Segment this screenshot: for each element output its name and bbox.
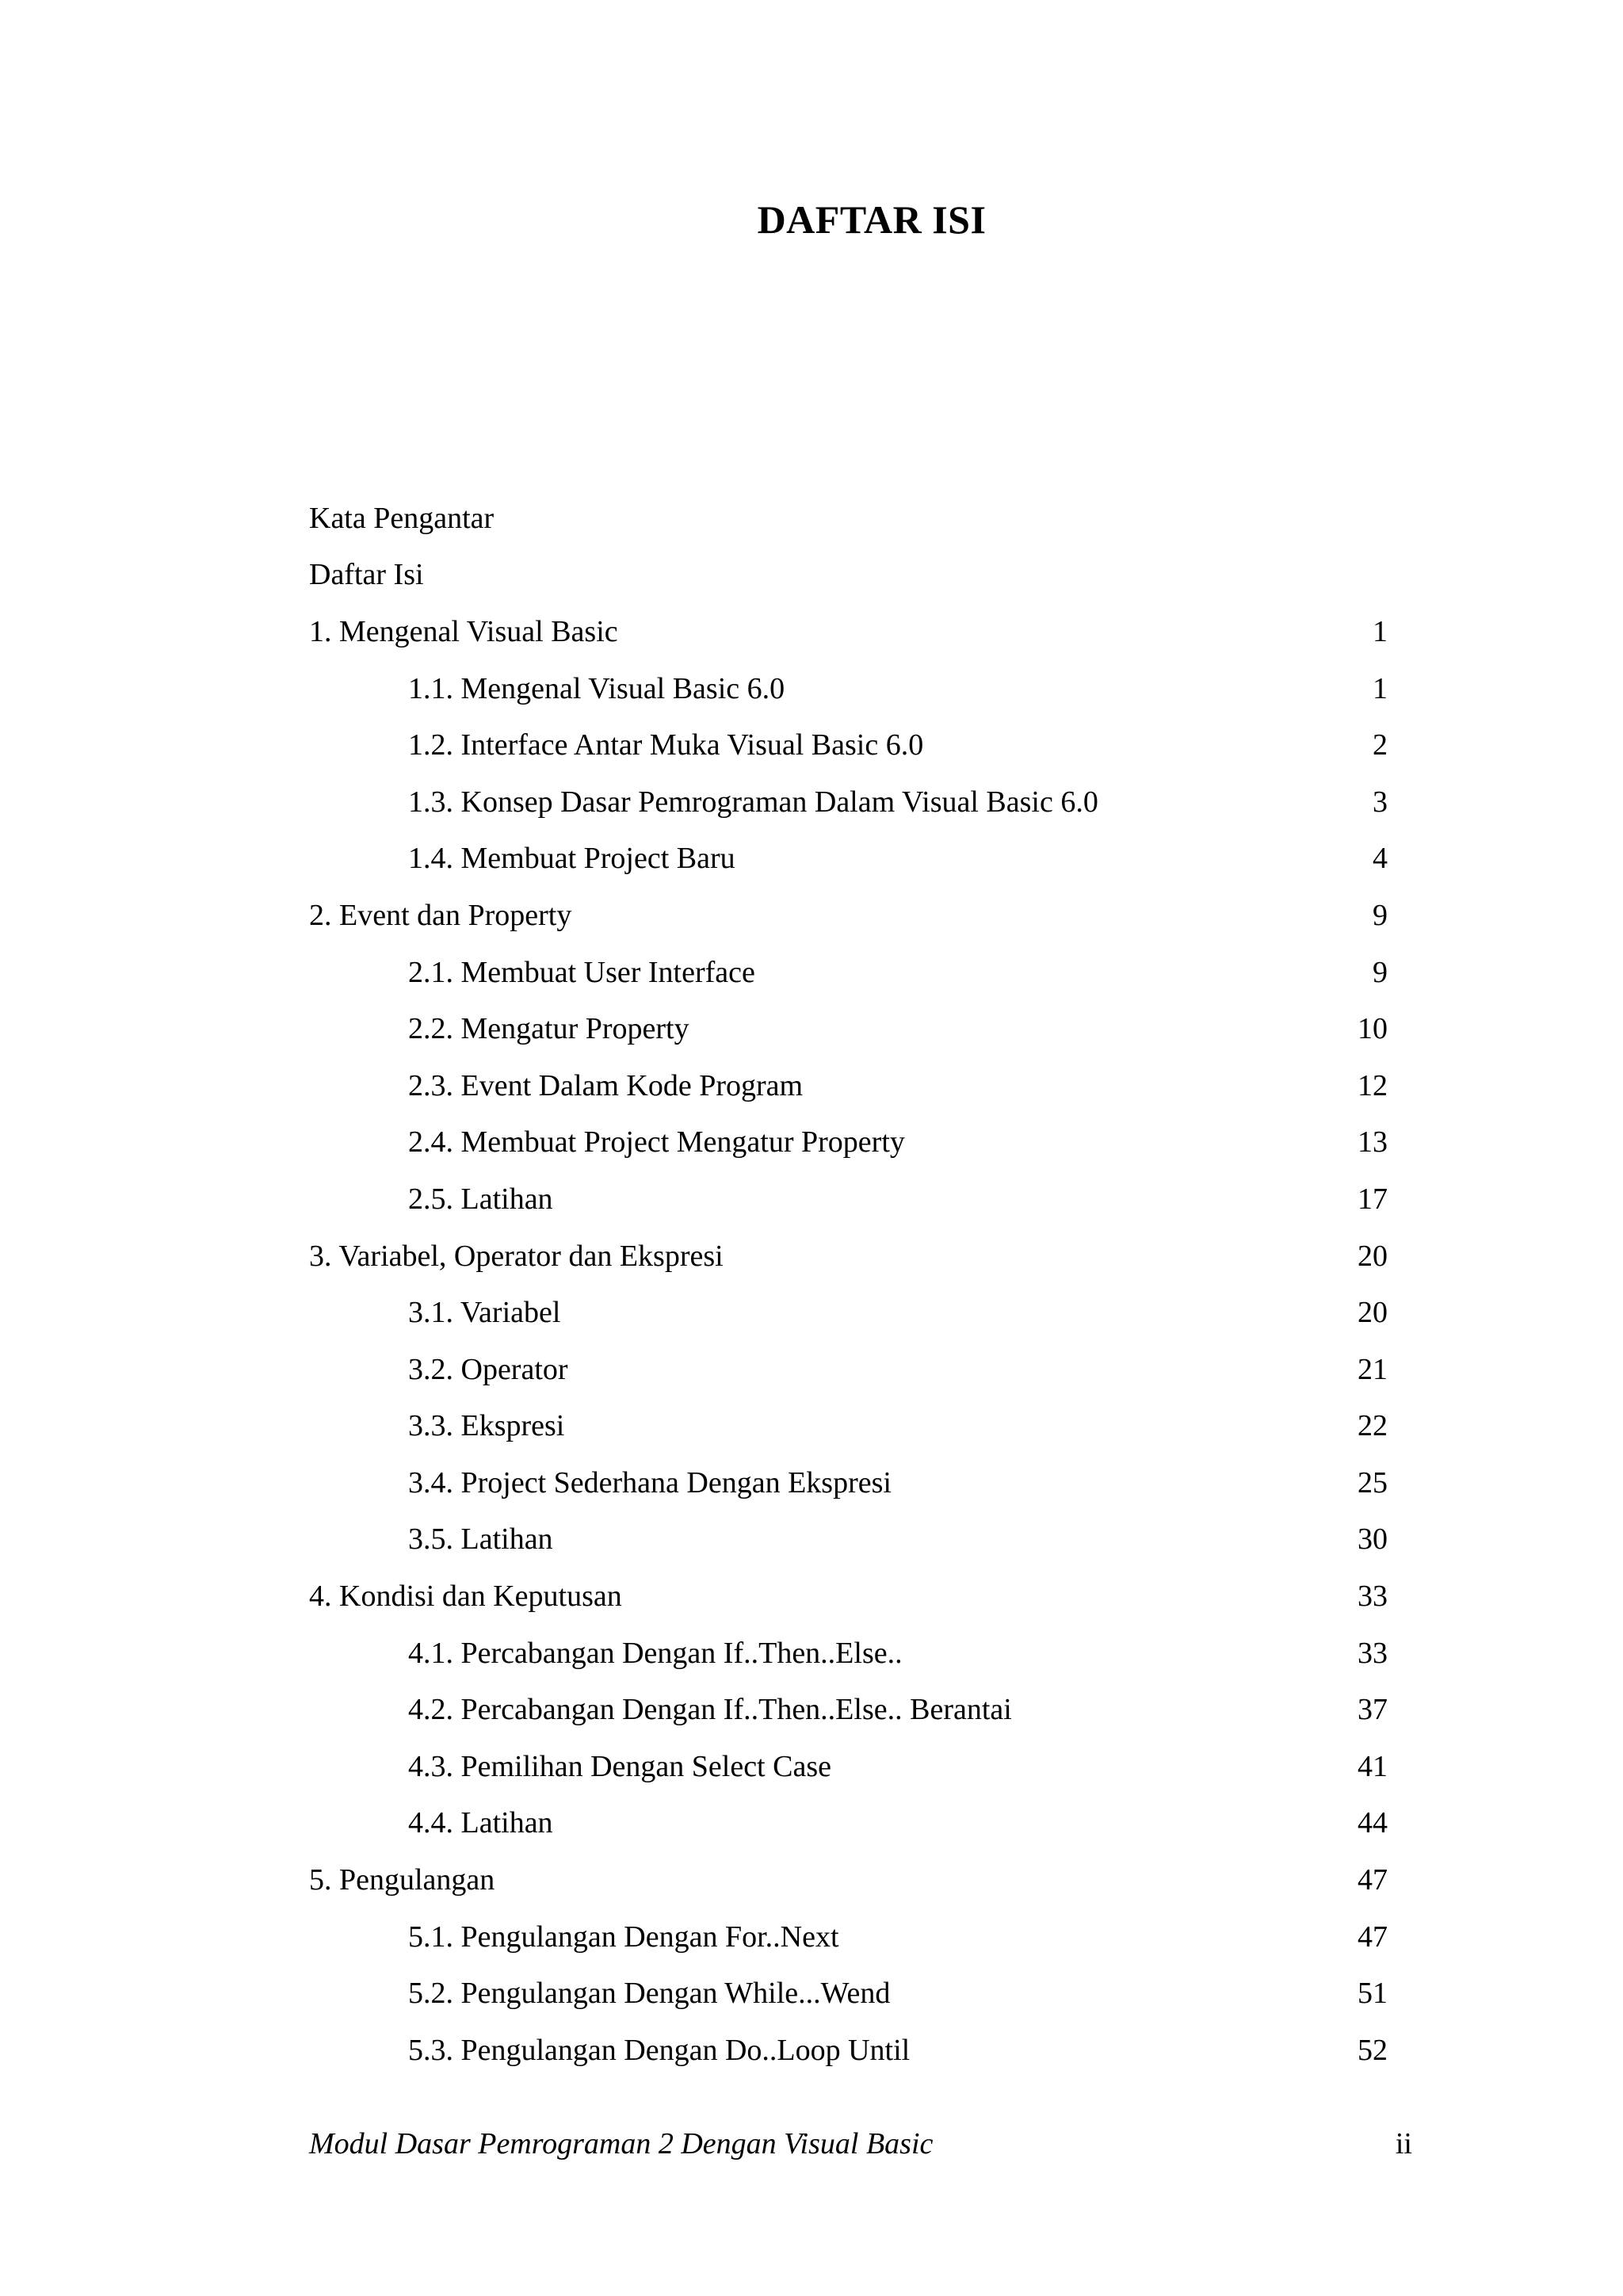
toc-entry-label: 2.3. Event Dalam Kode Program (408, 1068, 804, 1102)
toc-entry[interactable] (309, 1681, 1388, 1738)
toc-entry-label: 1.1. Mengenal Visual Basic 6.0 (408, 671, 785, 705)
toc-entry[interactable] (309, 1341, 1388, 1398)
toc-entry[interactable] (309, 1625, 1388, 1682)
table-of-contents (309, 490, 1388, 2079)
toc-entry-label: 2. Event dan Property (309, 898, 572, 932)
toc-entry-label: 3.2. Operator (408, 1352, 568, 1386)
toc-entry-label: 2.2. Mengatur Property (408, 1012, 689, 1046)
toc-entry-page: 4 (1373, 842, 1388, 876)
toc-entry[interactable] (309, 1965, 1388, 2022)
toc-entry[interactable] (309, 1171, 1388, 1228)
footer-page-number: ii (1395, 2127, 1412, 2160)
toc-entry-label: 4.2. Percabangan Dengan If..Then..Else.. Berantai (408, 1693, 1012, 1727)
toc-entry-label: 1.4. Membuat Project Baru (408, 842, 735, 876)
toc-entry[interactable] (309, 831, 1388, 888)
toc-entry[interactable] (309, 1738, 1388, 1795)
footer-title: Modul Dasar Pemrograman 2 Dengan Visual Basic (309, 2127, 934, 2160)
toc-entry[interactable] (309, 1398, 1388, 1455)
toc-entry-label: 4. Kondisi dan Keputusan (309, 1580, 622, 1614)
page-footer (309, 2126, 1412, 2161)
toc-entry[interactable] (309, 490, 1388, 547)
toc-entry[interactable] (309, 1795, 1388, 1852)
toc-entry-page: 2 (1373, 728, 1388, 762)
toc-entry-label: 5.1. Pengulangan Dengan For..Next (408, 1920, 839, 1954)
toc-entry-label: 1.3. Konsep Dasar Pemrograman Dalam Visual Basic 6.0 (408, 785, 1098, 819)
toc-entry-page: 37 (1358, 1693, 1388, 1727)
toc-entry-page: 47 (1358, 1863, 1388, 1897)
toc-entry-page: 33 (1358, 1580, 1388, 1614)
toc-entry-page: 13 (1358, 1125, 1388, 1159)
toc-entry[interactable] (309, 774, 1388, 831)
toc-entry[interactable] (309, 1454, 1388, 1511)
toc-entry-page: 21 (1358, 1352, 1388, 1386)
toc-entry[interactable] (309, 1000, 1388, 1057)
toc-entry-label: 2.5. Latihan (408, 1182, 553, 1216)
toc-entry-page: 10 (1358, 1012, 1388, 1046)
toc-entry-page: 51 (1358, 1977, 1388, 2011)
toc-entry-label: 3.5. Latihan (408, 1522, 553, 1557)
toc-entry[interactable] (309, 716, 1388, 774)
toc-entry-label: 3.4. Project Sederhana Dengan Ekspresi (408, 1465, 892, 1499)
toc-entry-label: 5.2. Pengulangan Dengan While...Wend (408, 1977, 891, 2011)
page-title: DAFTAR ISI (757, 197, 987, 242)
toc-entry-page: 20 (1358, 1296, 1388, 1330)
toc-entry[interactable] (309, 547, 1388, 604)
toc-entry[interactable] (309, 603, 1388, 660)
toc-entry-label: Daftar Isi (309, 558, 424, 592)
toc-entry-page: 25 (1358, 1465, 1388, 1499)
toc-entry-page: 47 (1358, 1920, 1388, 1954)
toc-entry[interactable] (309, 660, 1388, 717)
toc-entry-page: 12 (1358, 1068, 1388, 1102)
toc-entry-page: 9 (1373, 955, 1388, 989)
toc-entry[interactable] (309, 1114, 1388, 1171)
toc-entry[interactable] (309, 1511, 1388, 1568)
toc-entry[interactable] (309, 1057, 1388, 1114)
toc-entry-page: 1 (1373, 614, 1388, 648)
toc-entry-label: 4.3. Pemilihan Dengan Select Case (408, 1749, 831, 1783)
toc-entry-label: 3.1. Variabel (408, 1296, 561, 1330)
toc-entry-page: 41 (1358, 1749, 1388, 1783)
toc-entry-label: 2.4. Membuat Project Mengatur Property (408, 1125, 905, 1159)
toc-entry[interactable] (309, 1851, 1388, 1908)
toc-entry[interactable] (309, 944, 1388, 1001)
toc-entry-page: 9 (1373, 898, 1388, 932)
toc-entry-label: 4.4. Latihan (408, 1806, 553, 1840)
toc-entry-page: 1 (1373, 671, 1388, 705)
toc-entry-label: 5. Pengulangan (309, 1863, 495, 1897)
toc-entry[interactable] (309, 887, 1388, 944)
toc-entry-label: 1. Mengenal Visual Basic (309, 614, 618, 648)
toc-entry-page: 17 (1358, 1182, 1388, 1216)
toc-entry[interactable] (309, 2022, 1388, 2079)
toc-entry[interactable] (309, 1908, 1388, 1966)
toc-entry-page: 33 (1358, 1636, 1388, 1670)
toc-entry[interactable] (309, 1228, 1388, 1285)
toc-entry-label: 3.3. Ekspresi (408, 1409, 565, 1443)
toc-entry-page: 52 (1358, 2033, 1388, 2067)
toc-entry-page: 44 (1358, 1806, 1388, 1840)
toc-entry-label: Kata Pengantar (309, 501, 495, 535)
toc-entry-page: 22 (1358, 1409, 1388, 1443)
toc-entry-label: 5.3. Pengulangan Dengan Do..Loop Until (408, 2033, 911, 2067)
toc-entry-label: 1.2. Interface Antar Muka Visual Basic 6.0 (408, 728, 924, 762)
toc-entry-label: 3. Variabel, Operator dan Ekspresi (309, 1239, 724, 1273)
toc-entry[interactable] (309, 1568, 1388, 1625)
toc-entry-page: 30 (1358, 1522, 1388, 1557)
toc-entry-label: 2.1. Membuat User Interface (408, 955, 755, 989)
toc-entry-page: 20 (1358, 1239, 1388, 1273)
toc-entry-page: 3 (1373, 785, 1388, 819)
toc-entry-label: 4.1. Percabangan Dengan If..Then..Else.. (408, 1636, 903, 1670)
toc-entry[interactable] (309, 1284, 1388, 1341)
